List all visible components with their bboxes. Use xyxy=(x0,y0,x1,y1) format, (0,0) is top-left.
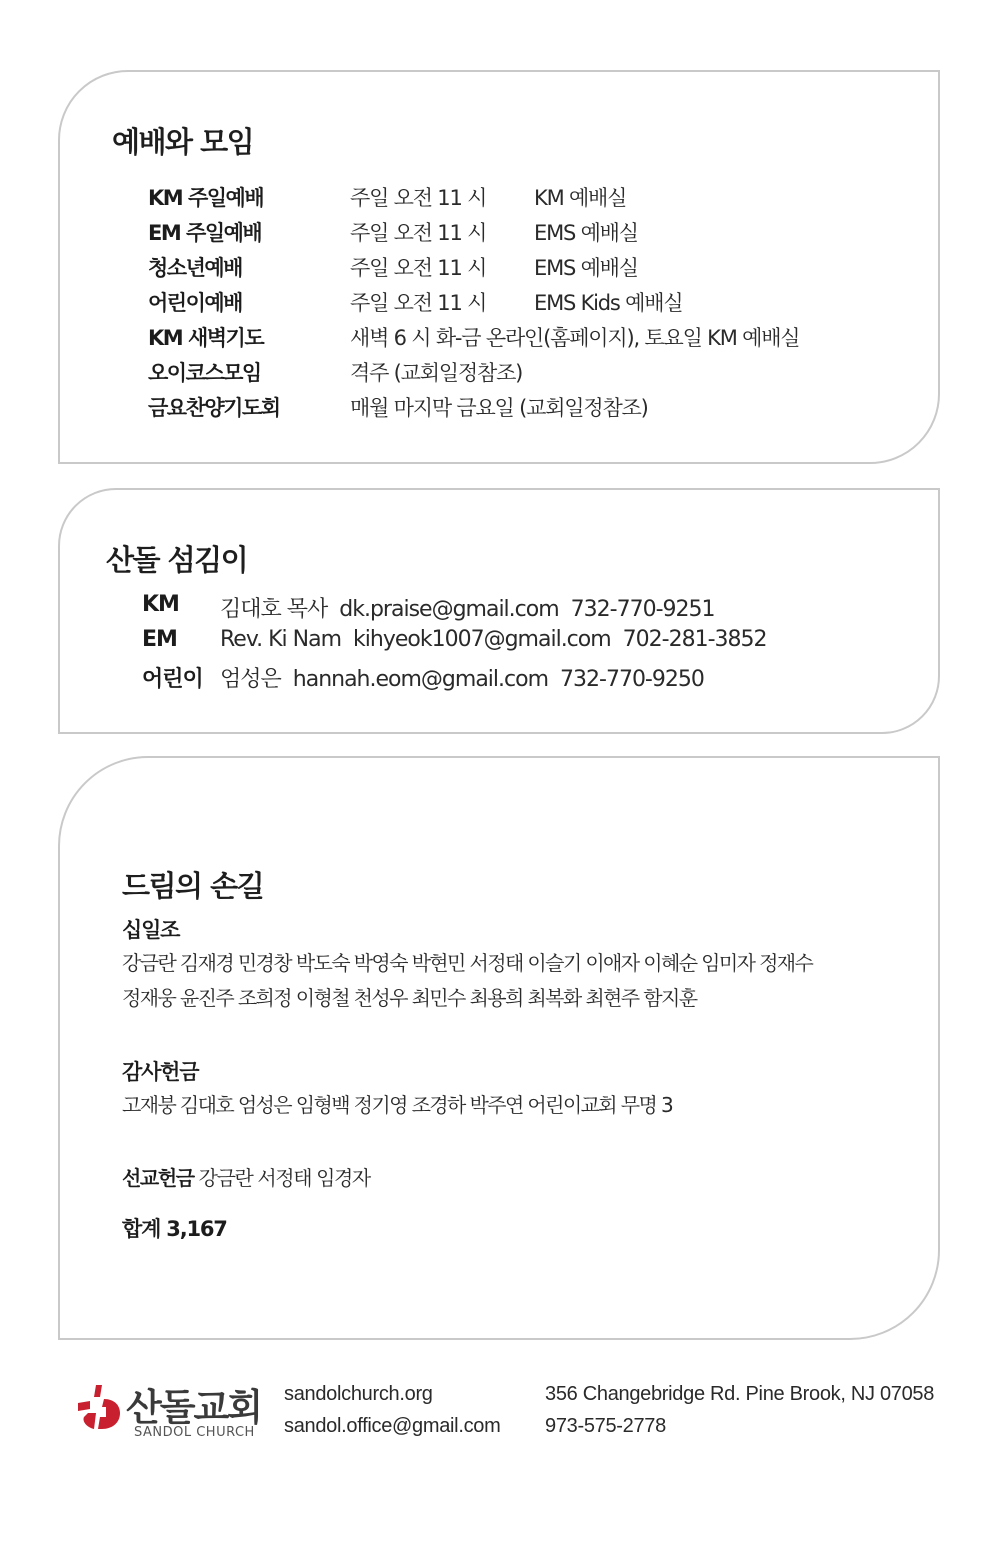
worship-place: KM 예배실 xyxy=(534,186,627,210)
offering-total: 합계 3,167 xyxy=(122,1217,227,1241)
servant-detail xyxy=(220,627,779,652)
servant-detail xyxy=(220,662,716,693)
mission-line xyxy=(122,1162,370,1191)
worship-name: 오이코스모임 xyxy=(148,361,261,385)
worship-name: 어린이예배 xyxy=(148,291,242,315)
worship-panel xyxy=(58,70,940,464)
mission-label: 선교헌금 xyxy=(122,1166,194,1190)
website-link[interactable]: sandolchurch.org xyxy=(284,1383,433,1405)
tithe-label: 십일조 xyxy=(122,918,180,942)
servant-name: 엄성은 xyxy=(220,667,281,692)
servant-role: EM xyxy=(142,627,177,652)
phone[interactable]: 973-575-2778 xyxy=(545,1415,666,1437)
thanks-label: 감사헌금 xyxy=(122,1060,199,1084)
servant-email[interactable]: kihyeok1007@gmail.com xyxy=(353,627,611,652)
thanks-names xyxy=(122,1088,922,1123)
worship-name: KM 새벽기도 xyxy=(148,326,264,350)
address: 356 Changebridge Rd. Pine Brook, NJ 07058 xyxy=(545,1383,935,1405)
servant-name: Rev. Ki Nam xyxy=(220,627,342,652)
logo-english: SANDOL CHURCH xyxy=(134,1425,255,1440)
tithe-names xyxy=(122,946,922,1016)
servant-role: 어린이 xyxy=(142,667,203,692)
email-link[interactable]: sandol.office@gmail.com xyxy=(284,1415,501,1437)
offering-title: 드림의 손길 xyxy=(122,869,264,903)
worship-name: EM 주일예배 xyxy=(148,221,262,245)
servant-name: 김대호 목사 xyxy=(220,597,328,622)
servant-phone[interactable]: 732-770-9251 xyxy=(570,597,715,622)
worship-title: 예배와 모임 xyxy=(112,125,254,159)
footer xyxy=(0,1365,1000,1455)
mission-names: 강금란 서정태 임경자 xyxy=(198,1166,370,1190)
thanks-names-line: 고재붕 김대호 엄성은 임형백 정기영 조경하 박주연 어린이교회 무명 3 xyxy=(122,1093,673,1117)
worship-time: 주일 오전 11 시 xyxy=(350,221,487,245)
servant-email[interactable]: dk.praise@gmail.com xyxy=(339,597,559,622)
worship-time: 격주 (교회일정참조) xyxy=(350,361,523,385)
tithe-names-line: 정재웅 윤진주 조희정 이형철 천성우 최민수 최용희 최복화 최현주 함지훈 xyxy=(122,986,697,1010)
worship-time: 주일 오전 11 시 xyxy=(350,186,487,210)
worship-time: 매월 마지막 금요일 (교회일정참조) xyxy=(350,396,648,420)
worship-name: 청소년예배 xyxy=(148,256,242,280)
servant-role: KM xyxy=(142,592,179,617)
tithe-names-line: 강금란 김재경 민경창 박도숙 박영숙 박현민 서정태 이슬기 이애자 이혜순 임미자 정재수 xyxy=(122,951,813,975)
worship-place: EMS 예배실 xyxy=(534,256,638,280)
servant-phone[interactable]: 702-281-3852 xyxy=(622,627,767,652)
logo-korean: 산돌교회 xyxy=(126,1386,261,1429)
worship-time: 주일 오전 11 시 xyxy=(350,291,487,315)
worship-time: 주일 오전 11 시 xyxy=(350,256,487,280)
worship-place: EMS Kids 예배실 xyxy=(534,291,683,315)
offering-panel xyxy=(58,756,940,1340)
worship-time: 새벽 6 시 화-금 온라인(홈페이지), 토요일 KM 예배실 xyxy=(350,326,800,350)
servants-title: 산돌 섬김이 xyxy=(106,543,248,577)
worship-name: 금요찬양기도회 xyxy=(148,396,280,420)
servants-panel xyxy=(58,488,940,734)
servant-detail xyxy=(220,592,727,623)
worship-name: KM 주일예배 xyxy=(148,186,264,210)
servant-email[interactable]: hannah.eom@gmail.com xyxy=(292,667,549,692)
church-logo-icon xyxy=(74,1383,122,1431)
worship-place: EMS 예배실 xyxy=(534,221,638,245)
servant-phone[interactable]: 732-770-9250 xyxy=(560,667,704,692)
